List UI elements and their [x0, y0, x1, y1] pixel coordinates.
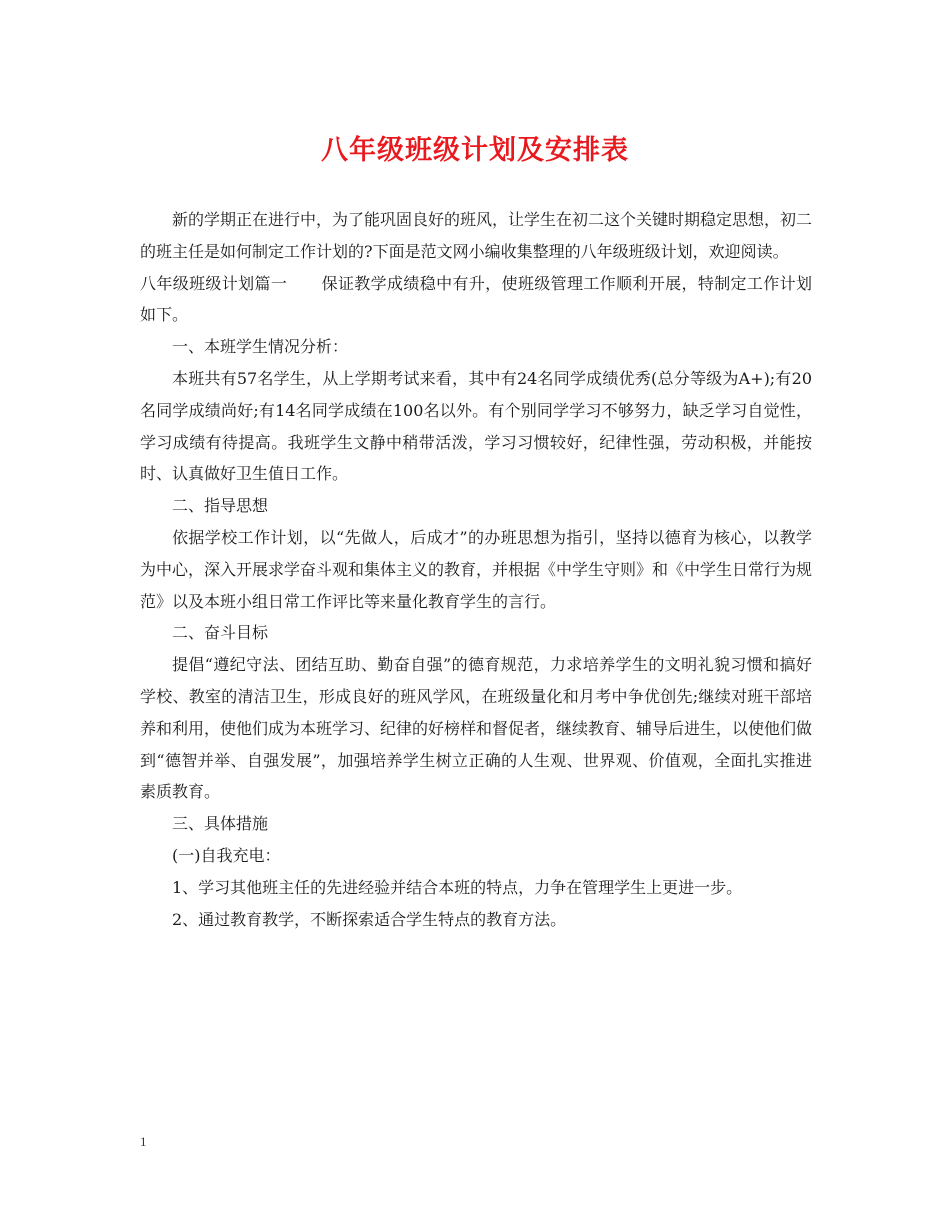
guidance-paragraph: 依据学校工作计划，以“先做人，后成才”的办班思想为指引，坚持以德育为核心，以教学为中心，深入开展求学奋斗观和集体主义的教育，并根据《中学生守则》和《中学生日常行为规范》以及本班小组日常工作评比等来量化教育学生的言行。	[140, 527, 813, 611]
section-heading-goals: 二、奋斗目标	[172, 623, 269, 643]
plan-purpose-text: 保证教学成绩稳中有升，使班级管理工作顺利开展，特制定工作计划如下。	[140, 273, 812, 325]
intro-paragraph: 新的学期正在进行中，为了能巩固良好的班风，让学生在初二这个关键时期稳定思想，初二的班主任是如何制定工作计划的?下面是范文网小编收集整理的八年级班级计划，欢迎阅读。	[140, 210, 813, 261]
subsection-heading-self-improvement: (一)自我充电：	[172, 845, 281, 865]
document-title: 八年级班级计划及安排表	[321, 135, 629, 166]
goals-paragraph: 提倡“遵纪守法、团结互助、勤奋自强”的德育规范，力求培养学生的文明礼貌习惯和搞好学校、教室的清洁卫生，形成良好的班风学风，在班级量化和月考中争优创先;继续对班干部培养和利用，使他们成为本班学习、纪律的好榜样和督促者，继续教育、辅导后进生，以使他们做到“德智并举、自强发展”，加强培养学生树立正确的人生观、世界观、价值观，全面扎实推进素质教育。	[140, 655, 813, 802]
measure-item-1: 1、学习其他班主任的先进经验并结合本班的特点，力争在管理学生上更进一步。	[172, 877, 743, 897]
section-heading-situation: 一、本班学生情况分析：	[172, 337, 349, 357]
section-heading-measures: 三、具体措施	[172, 814, 269, 834]
situation-paragraph: 本班共有57名学生，从上学期考试来看，其中有24名同学成绩优秀(总分等级为A+);有20名同学成绩尚好;有14名同学成绩在100名以外。有个别同学学习不够努力，缺乏学习自觉性，学习成绩有待提高。我班学生文静中稍带活泼，学习习惯较好，纪律性强，劳动积极，并能按时、认真做好卫生值日工作。	[140, 368, 812, 484]
section-heading-guidance: 二、指导思想	[172, 496, 269, 516]
plan-heading-paragraph	[140, 268, 812, 332]
plan-heading: 八年级班级计划篇一	[140, 273, 288, 293]
page-number: 1	[140, 1134, 147, 1149]
measure-item-2: 2、通过教育教学，不断探索适合学生特点的教育方法。	[172, 909, 567, 929]
document-body	[140, 204, 812, 935]
